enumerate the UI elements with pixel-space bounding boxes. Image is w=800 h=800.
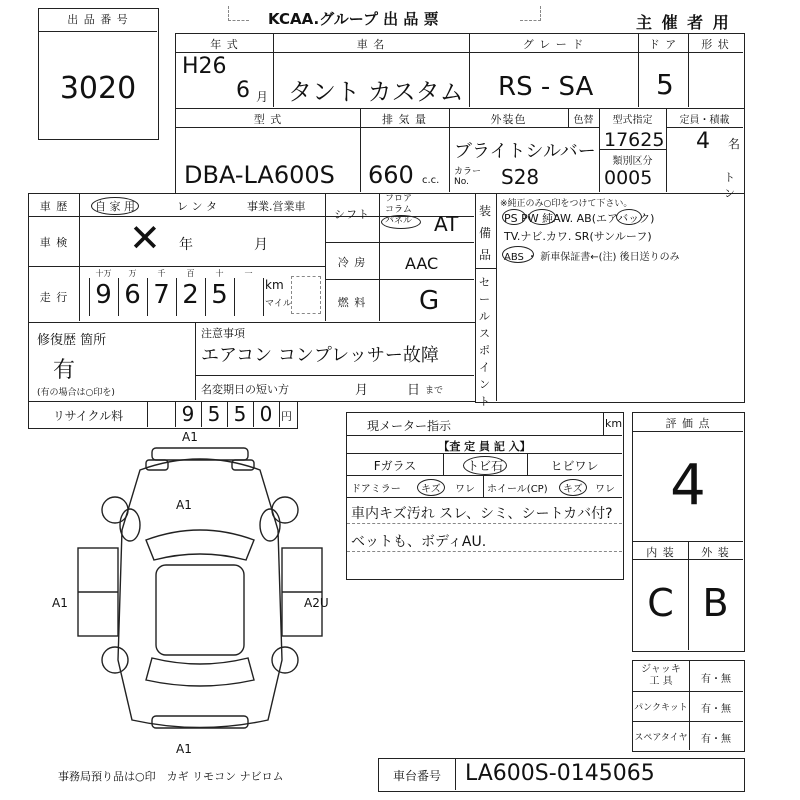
diagram-rear-mark: A1 (176, 742, 192, 756)
score-label: 評 価 点 (665, 417, 711, 430)
mileage-digit-header: 万 (128, 269, 137, 278)
sales-point-label: セールスポイント (479, 276, 490, 408)
color-code-label: カラー No. (454, 167, 482, 187)
lot-number: 3020 (59, 71, 137, 106)
jack-label: ジャッキ 工 具 (641, 664, 681, 687)
tire-front-left-icon (102, 497, 128, 523)
mileage-digit-header: 十 (215, 269, 224, 278)
wheel-scratch-option[interactable]: キズ (559, 479, 587, 496)
history-block (28, 193, 476, 323)
history-rental-option[interactable]: レ ン タ (177, 200, 217, 213)
wheel-label: ホイール(CP) (487, 484, 548, 495)
recycle-fee-unit: 円 (281, 410, 292, 423)
mileage-digit: 6 (124, 280, 141, 310)
meter-unit: km (605, 417, 623, 430)
spare-tire-choice[interactable]: 有・無 (701, 734, 731, 745)
lot-number-box (38, 8, 159, 140)
name-change-day: 日 (407, 383, 421, 398)
grade-value: RS - SA (498, 72, 594, 102)
front-bumper (152, 448, 248, 460)
organizer-copy-label: 主 催 者 用 (636, 13, 731, 32)
repair-notes-block (28, 322, 476, 402)
abs-circle (502, 246, 534, 263)
shift-label: シフト (334, 208, 370, 221)
mirror-crack-option[interactable]: ワレ (455, 484, 475, 495)
ps-circle (502, 209, 526, 225)
color-change-label: 色替 (573, 115, 594, 126)
mileage-km-unit: km (265, 278, 284, 292)
inspector-comment-2: ベットも、ボディAU. (351, 534, 487, 550)
mile-dashed-box (291, 276, 321, 314)
ac-label: 冷 房 (337, 256, 367, 269)
inspector-comment-1: 車内キズ汚れ スレ、シミ、シートカバ付? (351, 506, 613, 522)
mileage-digit: 7 (153, 280, 170, 310)
equipment-block (475, 193, 745, 408)
inspection-label: 車 検 (39, 236, 69, 249)
name-change-label: 名変期日の短い方 (201, 383, 289, 396)
meter-label: 現メーター指示 (367, 419, 452, 433)
month-unit: 月 (256, 90, 269, 104)
displacement-value: 660 (368, 161, 414, 189)
equipment-line2[interactable]: TV.ナビ.カワ. SR(サンルーフ) (504, 230, 652, 243)
car-outline-svg (60, 430, 340, 760)
recycle-fee-digit: 9 (181, 402, 195, 426)
displacement-unit: c.c. (422, 175, 440, 186)
ab-circle (616, 209, 642, 225)
repair-history-note: (有の場合は○印を) (37, 388, 115, 398)
class-label: 類別区分 (612, 156, 653, 167)
pw-circle (528, 209, 556, 225)
equipment-line3[interactable]: ABS ・ 新車保証書←(注) 後日送りのみ (504, 252, 680, 263)
mileage-digit-header: 百 (186, 269, 195, 278)
score-box (632, 412, 745, 652)
lot-number-label: 出 品 番 号 (67, 13, 129, 26)
crop-mark-left (228, 6, 249, 21)
exterior-score: B (702, 581, 729, 625)
recycle-fee-digit: 0 (259, 402, 273, 426)
model-value: DBA-LA600S (184, 161, 335, 189)
diagram-front-mark: A1 (182, 430, 198, 444)
recycle-fee-digits (175, 402, 279, 427)
glass-label: Fガラス (373, 459, 417, 473)
notes-text: エアコン コンプレッサー故障 (201, 345, 439, 366)
history-private-option[interactable]: 自 家 用 (91, 197, 139, 215)
model-label: 型 式 (253, 113, 283, 126)
repair-history-value: 有 (53, 358, 76, 383)
capacity-label: 定員・積載 (679, 115, 730, 126)
shift-value: AT (434, 212, 459, 236)
recycle-fee-box (28, 401, 298, 429)
load-unit: トン (724, 171, 735, 200)
inspector-block (346, 412, 624, 580)
inspection-month-unit: 月 (254, 237, 268, 253)
mirror-label: ドアミラー (351, 484, 401, 495)
chassis-box (378, 758, 745, 792)
diagram-hood-mark: A1 (176, 498, 192, 512)
displacement-label: 排 気 量 (382, 113, 427, 126)
type-designation-value: 17625 (604, 129, 665, 151)
inspection-mark: ✕ (129, 216, 161, 260)
class-value: 0005 (604, 167, 653, 189)
roof (156, 565, 244, 655)
recycle-fee-digit: 5 (207, 402, 221, 426)
equipment-line1[interactable]: PS PW 純AW. AB(エアバック) (504, 212, 655, 225)
tools-box (632, 660, 745, 752)
crop-mark-right (520, 6, 541, 21)
history-label: 車 歴 (39, 200, 69, 213)
car-name-label: 車 名 (356, 38, 386, 51)
puncture-kit-choice[interactable]: 有・無 (701, 704, 731, 715)
capacity-unit: 名 (728, 137, 741, 151)
car-name-value: タント カスタム (288, 78, 464, 106)
diagram-right-mark: A2U (304, 596, 329, 610)
year-label: 年 式 (210, 38, 239, 51)
name-change-suffix: まで (425, 386, 444, 396)
repair-history-label: 修復歴 箇所 (37, 333, 107, 348)
recycle-fee-digit: 5 (233, 402, 247, 426)
tire-rear-left-icon (102, 647, 128, 673)
vehicle-row1 (175, 33, 745, 109)
type-designation-label: 型式指定 (612, 115, 653, 126)
mirror-scratch-option[interactable]: キズ (417, 479, 445, 496)
form-title: KCAA.グループ 出 品 票 (268, 10, 439, 28)
fuel-label: 燃 料 (337, 296, 367, 309)
car-body-outline (118, 459, 282, 728)
inspector-header: 【査 定 員 記 入】 (438, 440, 531, 453)
body-shape-label: 形 状 (701, 38, 730, 51)
spare-tire-label: スペアタイヤ (634, 733, 688, 743)
wheel-crack-option[interactable]: ワレ (595, 484, 615, 495)
name-change-month: 月 (355, 383, 369, 398)
mileage-digit: 5 (211, 280, 228, 310)
glass-chip-option[interactable]: トビ石 (443, 456, 527, 475)
exterior-color-label: 外装色 (490, 113, 527, 126)
jack-choice[interactable]: 有・無 (701, 674, 731, 685)
mileage-digit: 9 (95, 280, 112, 310)
exterior-label: 外 装 (701, 546, 730, 559)
diagram-left-mark: A1 (52, 596, 68, 610)
door-label: ド ア (648, 38, 678, 51)
doors-value: 5 (656, 68, 674, 101)
puncture-kit-label: パンクキット (634, 703, 688, 713)
color-value: ブライトシルバー (454, 141, 596, 162)
mileage-digits (89, 278, 264, 316)
inspection-year-unit: 年 (179, 237, 193, 253)
interior-label: 内 装 (646, 546, 675, 559)
recycle-fee-label: リサイクル料 (52, 409, 124, 423)
office-items-note: 事務局預り品は○印 カギ リモコン ナビロム (58, 770, 284, 783)
windshield (146, 530, 254, 560)
score-value: 4 (670, 453, 706, 518)
interior-score: C (647, 581, 674, 625)
equipment-note: ※純正のみ○印をつけて下さい。 (500, 199, 633, 209)
chassis-label: 車台番号 (392, 769, 441, 783)
mileage-digit-header: 千 (157, 269, 166, 278)
year-value: H26 (182, 54, 227, 79)
mileage-label: 走 行 (39, 291, 69, 304)
chassis-number: LA600S-0145065 (465, 761, 655, 786)
shift-options[interactable]: フロア コラム パネル (385, 194, 413, 226)
mileage-digit: 2 (182, 280, 199, 310)
grade-label: グ レ ー ド (522, 38, 585, 51)
tire-front-right-icon (272, 497, 298, 523)
glass-crack-option[interactable]: ヒビワレ (550, 459, 599, 473)
vehicle-row2 (175, 108, 745, 200)
rear-window (146, 658, 254, 686)
capacity-value: 4 (696, 129, 710, 154)
fuel-value: G (419, 286, 440, 316)
month-value: 6 (236, 78, 250, 103)
car-diagram (52, 430, 340, 760)
color-code-value: S28 (501, 165, 540, 189)
history-commercial-option[interactable]: 事業.営業車 (247, 200, 306, 213)
notes-label: 注意事項 (201, 327, 245, 340)
mileage-mile-unit: マイル (265, 299, 292, 309)
shift-panel-circle (381, 215, 421, 229)
ac-value: AAC (405, 254, 439, 273)
tire-rear-right-icon (272, 647, 298, 673)
mileage-digit-header: 一 (244, 269, 253, 278)
equipment-label: 装 備 品 (479, 204, 492, 262)
mileage-digit-header: 十万 (95, 269, 112, 278)
